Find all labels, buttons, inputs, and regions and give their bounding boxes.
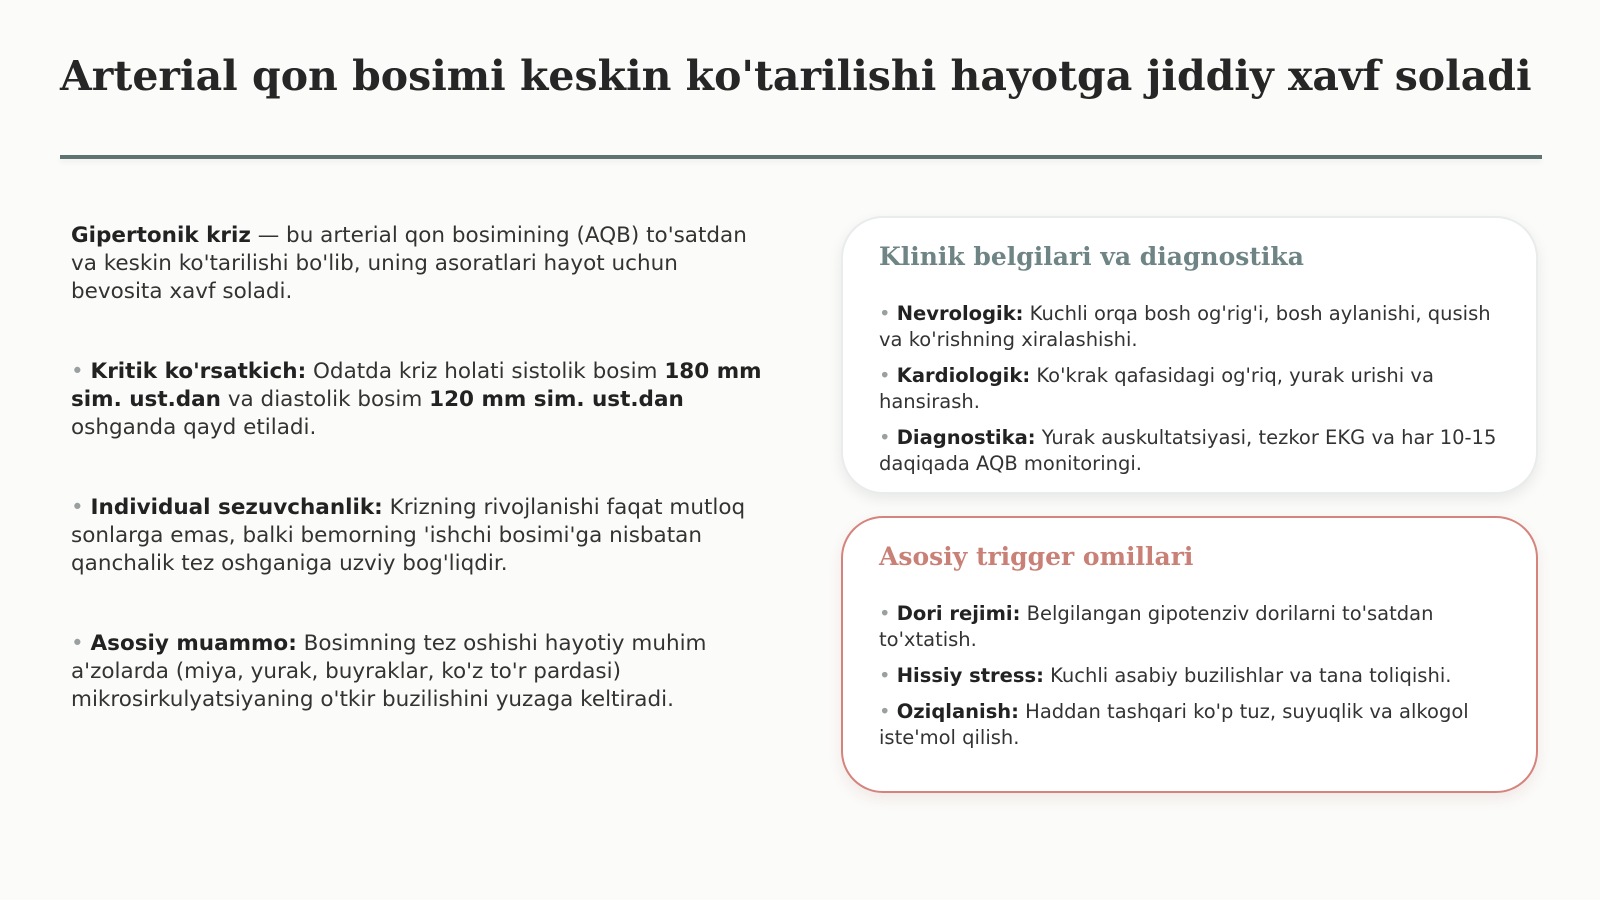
bullet-icon: • [71,495,84,520]
point-text: Bosimning tez oshishi hayotiy muhim a'zolarda (miya, yurak, buyraklar, ko'z to'r pardasi) mikrosirkulyatsiyaning o'tkir buzilishini yuzaga keltiradi. [71,631,707,712]
item-label: Oziqlanish: [896,700,1019,723]
page-title: Arterial qon bosimi keskin ko'tarilishi hayotga jiddiy xavf soladi [60,52,1532,100]
card-heading: Asosiy trigger omillari [879,542,1194,571]
point-text: oshganda qayd etiladi. [71,415,317,440]
item-label: Hissiy stress: [896,664,1044,687]
point-critical [71,358,771,442]
point-label: Individual sezuvchanlik: [90,495,383,520]
bullet-icon: • [71,631,84,656]
point-text: Odatda kriz holati sistolik bosim [306,359,665,384]
list-item [879,425,1500,477]
item-text: Haddan tashqari ko'p tuz, suyuqlik va alkogol iste'mol qilish. [879,700,1469,749]
item-label: Nevrologik: [896,302,1024,325]
card-list [879,601,1500,751]
list-item [879,363,1500,415]
list-item [879,301,1500,353]
clinical-signs-card [841,216,1538,494]
item-label: Dori rejimi: [896,602,1021,625]
intro-text: — bu arterial qon bosimining (AQB) to'satdan va keskin ko'tarilishi bo'lib, uning asoratlari hayot uchun bevosita xavf soladi. [71,223,747,304]
item-label: Diagnostika: [896,426,1036,449]
point-text: Krizning rivojlanishi faqat mutloq sonlarga emas, balki bemorning 'ishchi bosimi'ga nisbatan qanchalik tez oshganiga uzviy bog'liqdir. [71,495,746,576]
item-text: Ko'krak qafasidagi og'riq, yurak urishi va hansirash. [879,364,1434,413]
bullet-icon: • [879,602,891,625]
item-text: Kuchli orqa bosh og'rig'i, bosh aylanishi, qusish va ko'rishning xiralashishi. [879,302,1491,351]
bullet-icon: • [879,302,891,325]
intro-paragraph [71,222,771,306]
title-divider [60,155,1542,159]
item-text: Yurak auskultatsiyasi, tezkor EKG va har 10-15 daqiqada AQB monitoringi. [879,426,1497,475]
trigger-factors-card [841,516,1538,793]
card-list [879,301,1500,477]
bullet-icon: • [879,664,891,687]
list-item [879,601,1500,653]
list-item [879,663,1500,689]
item-text: Belgilangan gipotenziv dorilarni to'satdan to'xtatish. [879,602,1434,651]
bullet-icon: • [879,700,891,723]
item-label: Kardiologik: [896,364,1031,387]
intro-term: Gipertonik kriz [71,223,251,248]
bullet-icon: • [879,426,891,449]
point-main-problem [71,630,771,714]
point-text: va diastolik bosim [220,387,430,412]
point-label: Asosiy muammo: [90,631,297,656]
systolic-value: 180 mm sim. ust.dan [71,359,762,412]
intro-column [71,222,771,766]
item-text: Kuchli asabiy buzilishlar va tana toliqishi. [1043,664,1452,687]
point-sensitivity [71,494,771,578]
card-heading: Klinik belgilari va diagnostika [879,242,1304,271]
bullet-icon: • [879,364,891,387]
point-label: Kritik ko'rsatkich: [90,359,307,384]
bullet-icon: • [71,359,84,384]
list-item [879,699,1500,751]
diastolic-value: 120 mm sim. ust.dan [429,387,684,412]
